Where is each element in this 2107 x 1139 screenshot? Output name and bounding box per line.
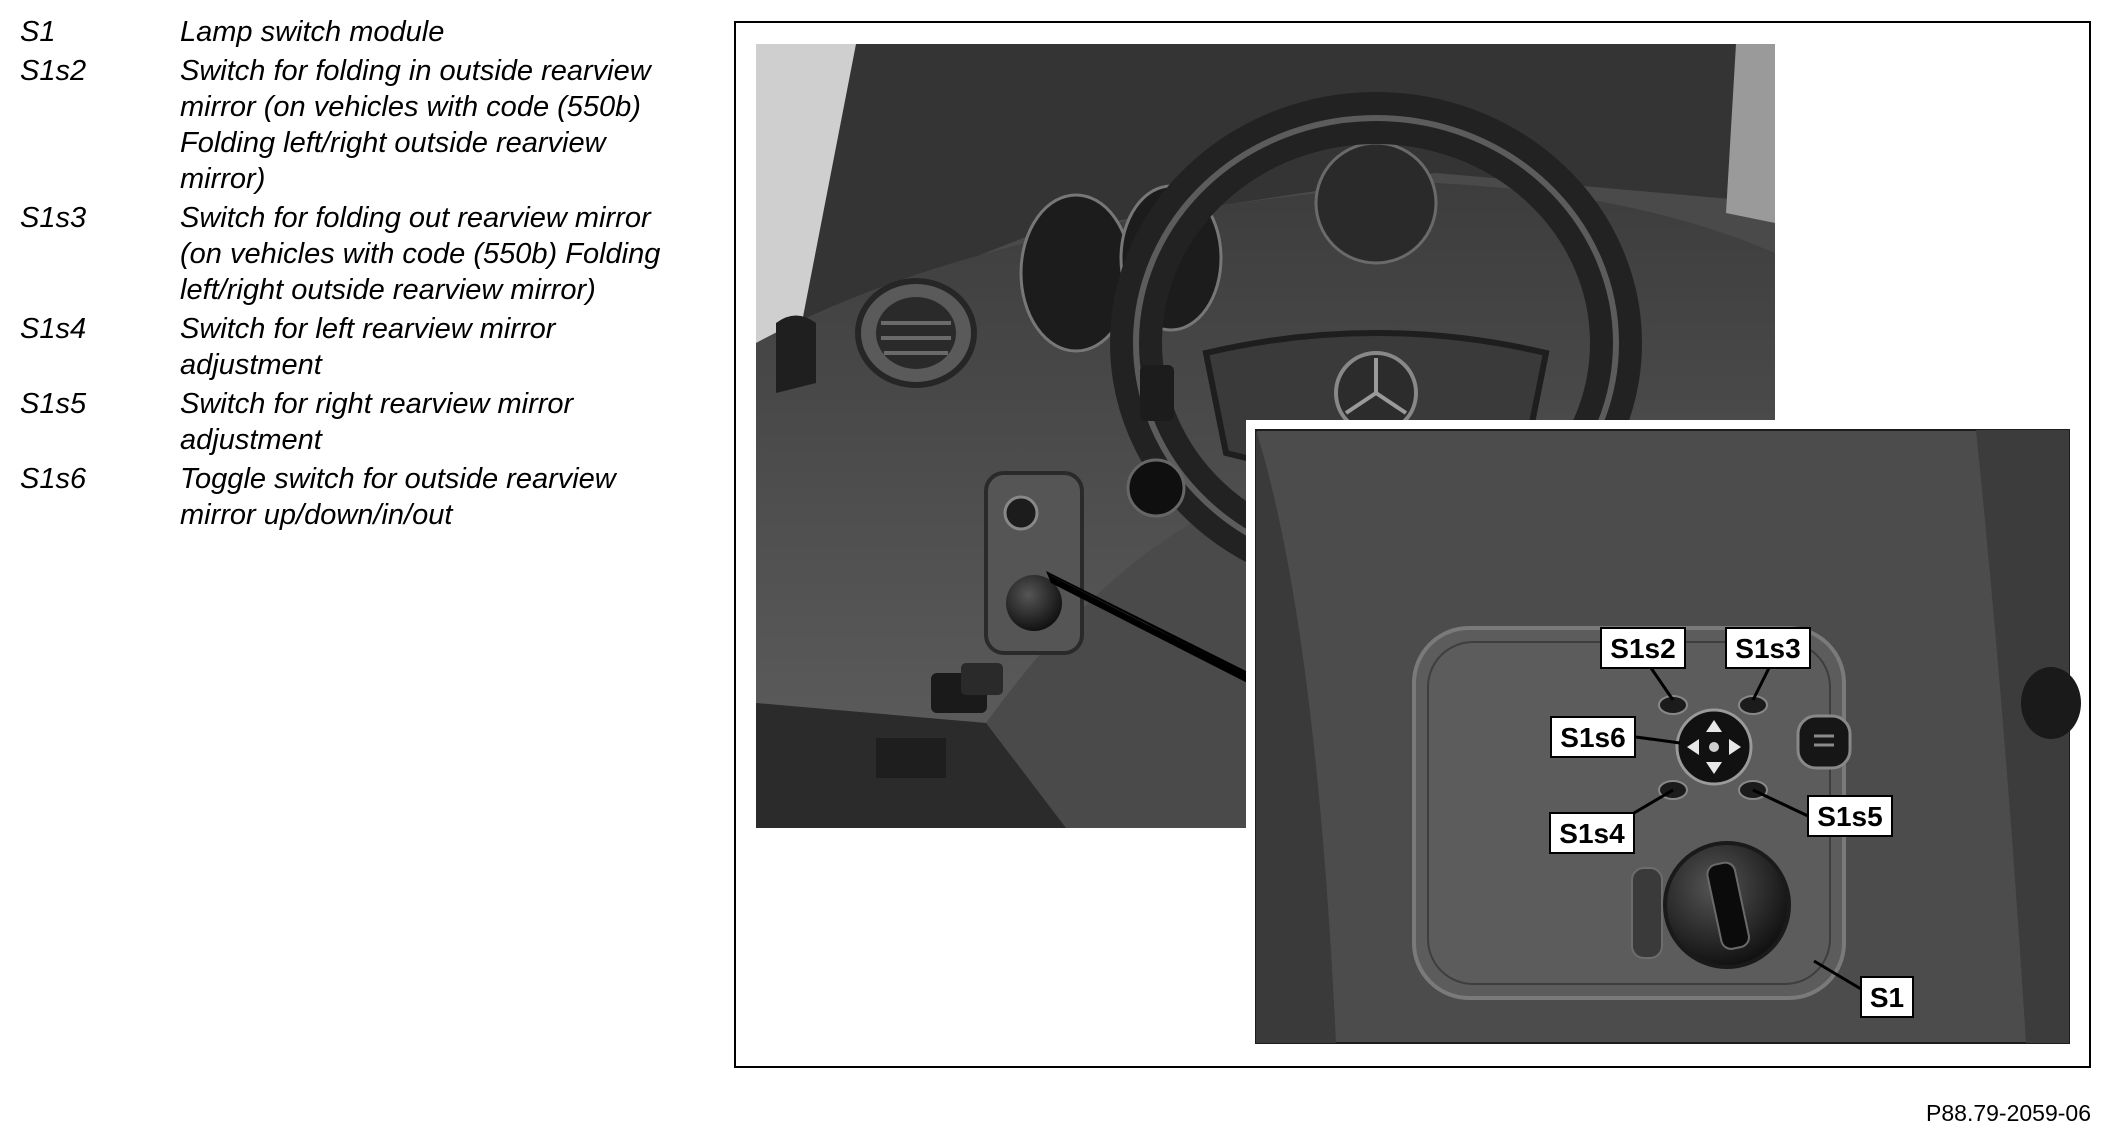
dashboard-figure	[736, 23, 2089, 1066]
range-thumbwheel	[1632, 868, 1662, 958]
legend-item-s1s2	[20, 53, 680, 197]
legend-item-s1	[20, 14, 680, 50]
legend-code: S1	[20, 16, 56, 48]
legend-description: Switch for right rearview mirror adjustment	[180, 388, 574, 456]
headlamp-knob	[1665, 843, 1789, 967]
legend-description: Lamp switch module	[180, 16, 445, 48]
callout-label: S1s6	[1560, 722, 1626, 753]
figure-reference: P88.79-2059-06	[1926, 1100, 2091, 1126]
legend-item-s1s3	[20, 200, 680, 308]
side-vent-icon	[776, 316, 816, 394]
legend-description: Switch for folding in outside rearview mirror (on vehicles with code (550b) Folding left/right outside rearview mirror)	[180, 55, 651, 195]
legend-code: S1s2	[20, 55, 87, 87]
legend-code: S1s4	[20, 313, 87, 345]
legend-item-s1s6	[20, 461, 680, 533]
callout-s1s4	[1550, 813, 1634, 853]
legend-description: Switch for folding out rearview mirror (on vehicles with code (550b) Folding left/right outside rearview mirror)	[180, 202, 661, 306]
callout-label: S1	[1869, 982, 1905, 1013]
callout-label: S1s3	[1735, 633, 1801, 664]
legend-list	[20, 14, 680, 536]
legend-item-s1s4	[20, 311, 680, 383]
callout-s1s6	[1551, 717, 1635, 757]
callout-s1	[1861, 977, 1913, 1017]
legend-item-s1s5	[20, 386, 680, 458]
legend-code: S1s5	[20, 388, 87, 420]
figure-frame	[734, 21, 2091, 1068]
callout-s1s2	[1601, 628, 1685, 668]
callout-s1s3	[1726, 628, 1810, 668]
callout-label: S1s4	[1559, 818, 1625, 849]
mirror-toggle-switch	[1677, 710, 1751, 784]
callout-label: S1s5	[1817, 801, 1883, 832]
callout-label: S1s2	[1610, 633, 1676, 664]
fog-lamp-button	[1798, 716, 1850, 768]
legend-code: S1s3	[20, 202, 87, 234]
legend-code: S1s6	[20, 463, 87, 495]
ignition-icon	[1128, 460, 1184, 516]
callout-s1s5	[1808, 796, 1892, 836]
legend-description: Toggle switch for outside rearview mirror up/down/in/out	[180, 463, 616, 531]
inset-photo	[1246, 420, 2081, 1053]
legend-description: Switch for left rearview mirror adjustment	[180, 313, 556, 381]
